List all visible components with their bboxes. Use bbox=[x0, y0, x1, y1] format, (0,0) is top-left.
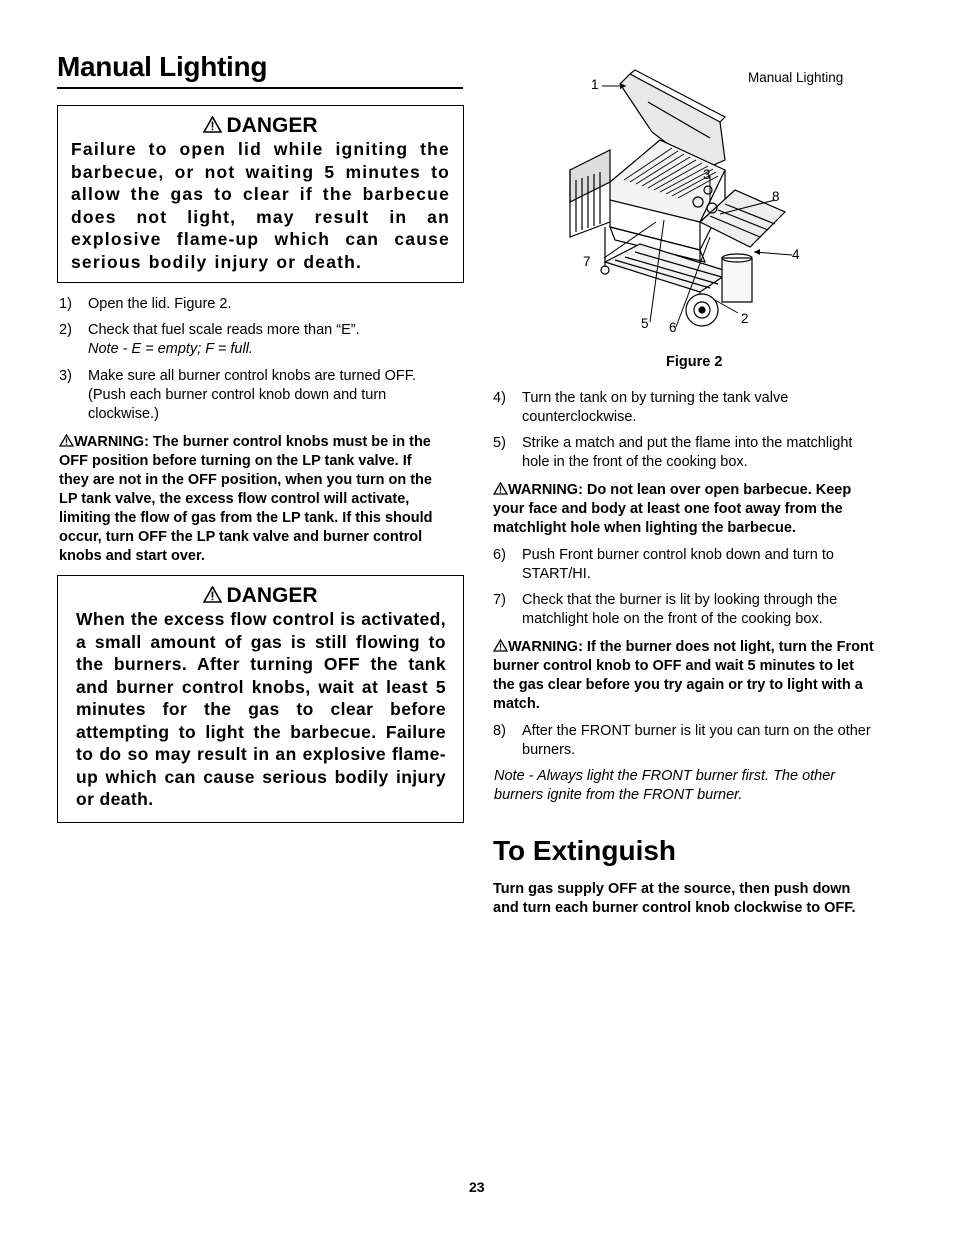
warning-paragraph-2 bbox=[493, 481, 903, 538]
warning-line: WARNING: The burner control knobs must be in the bbox=[74, 434, 431, 450]
step-text-line: burners. bbox=[522, 742, 576, 758]
extinguish-line: Turn gas supply OFF at the source, then push down bbox=[493, 881, 851, 897]
step-number: 2) bbox=[59, 322, 72, 338]
warning-line: your face and body at least one foot away from the bbox=[493, 501, 843, 517]
warning-triangle-icon bbox=[493, 639, 508, 652]
step-text-line: hole in the front of the cooking box. bbox=[522, 454, 748, 470]
warning-line: matchlight hole when lighting the barbecue. bbox=[493, 520, 796, 536]
title-divider bbox=[57, 87, 463, 89]
warning-line: WARNING: Do not lean over open barbecue. Keep bbox=[508, 482, 852, 498]
note-paragraph bbox=[494, 767, 835, 805]
danger-heading bbox=[58, 114, 463, 138]
step-number: 5) bbox=[493, 435, 506, 451]
step-number: 3) bbox=[59, 368, 72, 384]
callout-5: 5 bbox=[641, 316, 649, 331]
warning-paragraph-3 bbox=[493, 638, 913, 714]
warning-line: LP tank valve, the excess flow control will activate, bbox=[59, 491, 410, 507]
step-text-line: counterclockwise. bbox=[522, 409, 637, 425]
step-text-line: (Push each burner control knob down and turn bbox=[88, 387, 387, 403]
figure-caption: Figure 2 bbox=[666, 354, 723, 370]
step-note: Note - E = empty; F = full. bbox=[88, 341, 253, 357]
step-text-line: Turn the tank on by turning the tank valve bbox=[522, 390, 789, 406]
warning-line: occur, turn OFF the LP tank valve and burner control bbox=[59, 529, 423, 545]
step-text: Open the lid. Figure 2. bbox=[88, 296, 232, 312]
callout-7: 7 bbox=[583, 254, 591, 269]
callout-6: 6 bbox=[669, 320, 677, 335]
note-line: Note - Always light the FRONT burner first. The other bbox=[494, 768, 836, 784]
callout-1: 1 bbox=[591, 77, 599, 92]
section-title-manual-lighting: Manual Lighting bbox=[57, 51, 268, 82]
danger-box-1 bbox=[57, 105, 464, 283]
warning-line: the gas clear before you try again or try to light with a bbox=[493, 677, 863, 693]
danger-body-text: When the excess flow control is activated, a small amount of gas is still flowing to the burners. After turning OFF the tank and burner control knobs, wait at least 5 minutes for the gas to clear before attempting to light the barbecue. Failure to do so may result in an explosive flame-up which can cause serious bodily injury or death. bbox=[76, 609, 446, 809]
extinguish-text bbox=[493, 880, 856, 918]
danger-heading-text: DANGER bbox=[226, 584, 318, 607]
danger-heading bbox=[58, 584, 463, 608]
page-number: 23 bbox=[469, 1179, 485, 1195]
figure-label: Manual Lighting bbox=[748, 70, 844, 85]
step-text-line: Push Front burner control knob down and turn to bbox=[522, 547, 834, 563]
warning-triangle-icon bbox=[203, 116, 222, 133]
step-text-line: Make sure all burner control knobs are turned OFF. bbox=[88, 368, 417, 384]
danger-heading-text: DANGER bbox=[226, 114, 318, 137]
warning-line: limiting the flow of gas from the LP tank. If this should bbox=[59, 510, 433, 526]
warning-line: they are not in the OFF position, when you turn on the bbox=[59, 472, 432, 488]
extinguish-line: and turn each burner control knob clockwise to OFF. bbox=[493, 900, 856, 916]
step-text-line: After the FRONT burner is lit you can turn on the other bbox=[522, 723, 871, 739]
warning-line: match. bbox=[493, 696, 540, 712]
danger-box-2 bbox=[57, 575, 464, 823]
danger-body-text: Failure to open lid while igniting the barbecue, or not waiting 5 minutes to allow the gas to clear if the barbecue does not light, may result in an explosive flame-up which can cause serious bodily injury or death. bbox=[71, 139, 450, 272]
callout-3: 3 bbox=[703, 167, 711, 182]
warning-triangle-icon bbox=[203, 586, 222, 603]
step-text-line: Strike a match and put the flame into the matchlight bbox=[522, 435, 853, 451]
warning-line: burner control knob to OFF and wait 5 minutes to let bbox=[493, 658, 854, 674]
step-text-line: START/HI. bbox=[522, 566, 591, 582]
step-number: 1) bbox=[59, 296, 72, 312]
callout-2: 2 bbox=[741, 311, 749, 326]
step-text-line: clockwise.) bbox=[88, 406, 159, 422]
step-text: Check that fuel scale reads more than “E”. bbox=[88, 322, 360, 338]
step-text-line: matchlight hole on the front of the cooking box. bbox=[522, 611, 823, 627]
grill-illustration bbox=[560, 62, 800, 347]
warning-triangle-icon bbox=[59, 434, 74, 447]
callout-4: 4 bbox=[792, 247, 800, 262]
warning-line: OFF position before turning on the LP tank valve. If bbox=[59, 453, 412, 469]
step-number: 4) bbox=[493, 390, 506, 406]
callout-8: 8 bbox=[772, 189, 780, 204]
step-text-line: Check that the burner is lit by looking through the bbox=[522, 592, 838, 608]
warning-paragraph-1 bbox=[59, 433, 469, 566]
step-number: 7) bbox=[493, 592, 506, 608]
step-number: 6) bbox=[493, 547, 506, 563]
warning-line: knobs and start over. bbox=[59, 548, 205, 564]
warning-line: WARNING: If the burner does not light, turn the Front bbox=[508, 639, 874, 655]
note-line: burners ignite from the FRONT burner. bbox=[494, 787, 743, 803]
section-title-extinguish: To Extinguish bbox=[493, 835, 677, 866]
step-number: 8) bbox=[493, 723, 506, 739]
warning-triangle-icon bbox=[493, 482, 508, 495]
